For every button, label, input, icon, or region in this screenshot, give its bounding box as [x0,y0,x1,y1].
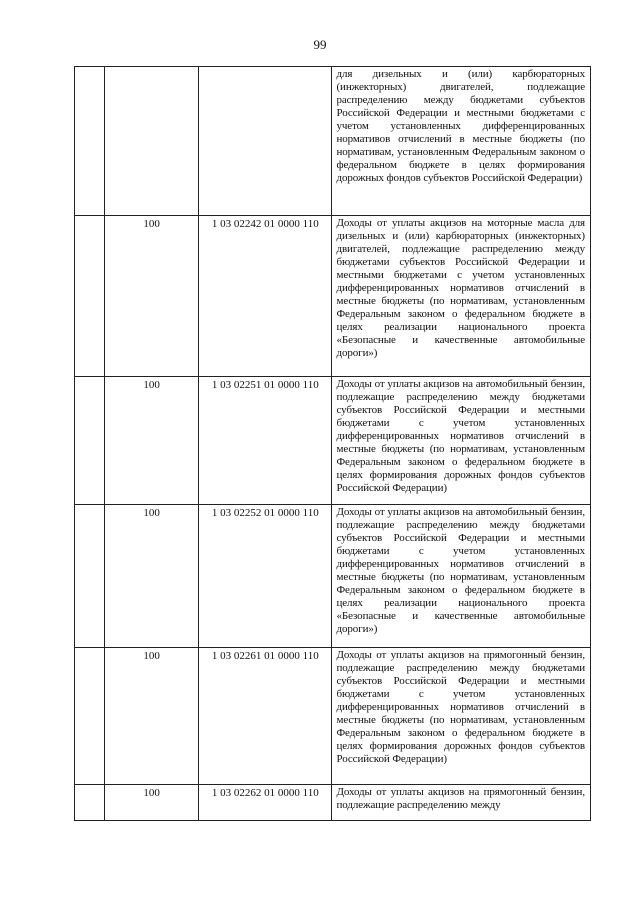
blank-cell [75,785,105,821]
admin-code-cell: 100 [105,505,199,648]
admin-code-cell: 100 [105,377,199,505]
kbk-code-cell: 1 03 02242 01 0000 110 [199,216,332,377]
admin-code-cell [105,67,199,216]
description-cell: Доходы от уплаты акцизов на прямогонный бензин, подлежащие распределению между [332,785,591,821]
table-row [75,216,591,377]
description-cell: для дизельных и (или) карбюраторных (инжекторных) двигателей, подлежащие распределению между бюджетами субъектов Российской Федерации и местными бюджетами с учетом установленных дифференцированных нормативов отчислений в местные бюджеты (по нормативам, установленным Федеральным законом о федеральном бюджете в целях формирования дорожных фондов субъектов Российской Федерации) [332,67,591,216]
description-cell: Доходы от уплаты акцизов на автомобильный бензин, подлежащие распределению между бюджетами субъектов Российской Федерации и местными бюджетами с учетом установленных дифференцированных нормативов отчислений в местные бюджеты (по нормативам, установленным Федеральным законом о федеральном бюджете в целях реализации национального проекта «Безопасные и качественные автомобильные дороги») [332,505,591,648]
admin-code-cell: 100 [105,648,199,785]
table-row [75,505,591,648]
blank-cell [75,67,105,216]
description-cell: Доходы от уплаты акцизов на моторные масла для дизельных и (или) карбюраторных (инжекторных) двигателей, подлежащие распределению между бюджетами субъектов Российской Федерации и местными бюджетами с учетом установленных дифференцированных нормативов отчислений в местные бюджеты (по нормативам, установленным Федеральным законом о федеральном бюджете в целях реализации национального проекта «Безопасные и качественные автомобильные дороги») [332,216,591,377]
blank-cell [75,648,105,785]
table-row [75,785,591,821]
description-cell: Доходы от уплаты акцизов на прямогонный бензин, подлежащие распределению между бюджетами субъектов Российской Федерации и местными бюджетами с учетом установленных дифференцированных нормативов отчислений в местные бюджеты (по нормативам, установленным Федеральным законом о федеральном бюджете в целях формирования дорожных фондов субъектов Российской Федерации) [332,648,591,785]
budget-revenue-table [74,66,591,821]
description-cell: Доходы от уплаты акцизов на автомобильный бензин, подлежащие распределению между бюджетами субъектов Российской Федерации и местными бюджетами с учетом установленных дифференцированных нормативов отчислений в местные бюджеты (по нормативам, установленным Федеральным законом о федеральном бюджете в целях формирования дорожных фондов субъектов Российской Федерации) [332,377,591,505]
admin-code-cell: 100 [105,785,199,821]
blank-cell [75,377,105,505]
blank-cell [75,505,105,648]
blank-cell [75,216,105,377]
admin-code-cell: 100 [105,216,199,377]
kbk-code-cell: 1 03 02252 01 0000 110 [199,505,332,648]
kbk-code-cell: 1 03 02251 01 0000 110 [199,377,332,505]
table-row [75,648,591,785]
kbk-code-cell [199,67,332,216]
kbk-code-cell: 1 03 02261 01 0000 110 [199,648,332,785]
page-number: 99 [313,37,327,52]
table-row [75,67,591,216]
kbk-code-cell: 1 03 02262 01 0000 110 [199,785,332,821]
table-row [75,377,591,505]
